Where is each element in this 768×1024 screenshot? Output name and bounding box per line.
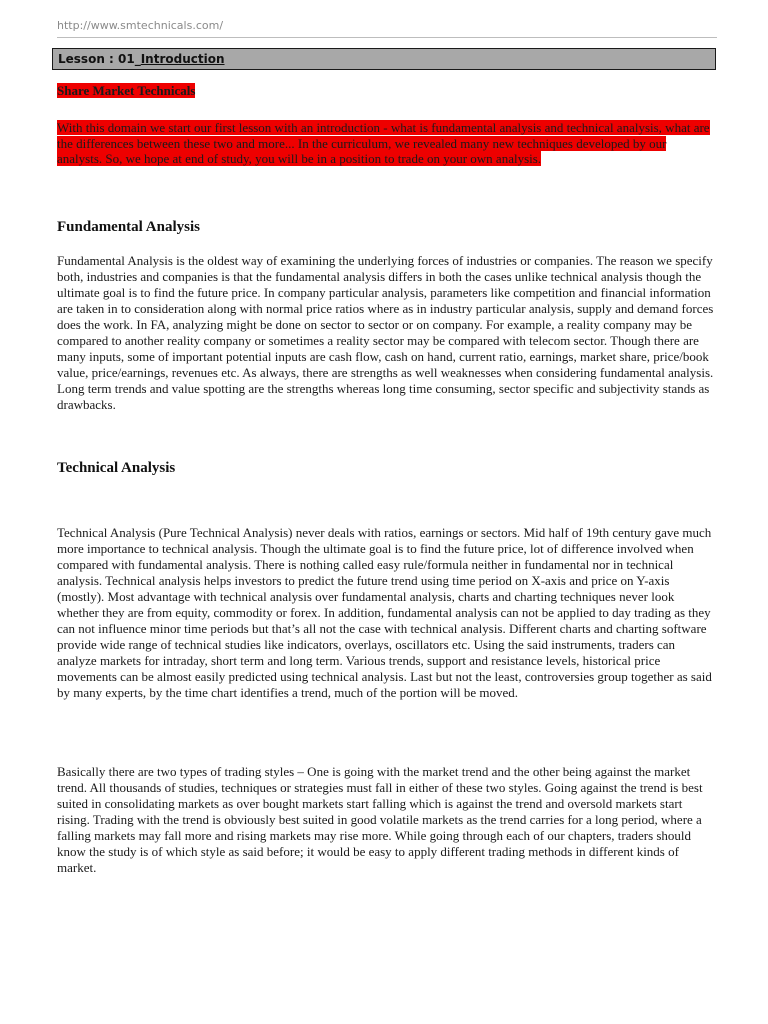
- intro-highlight: With this domain we start our first lesson with an introduction - what is fundamental analysis and technical analysis, what are the differences between these two and more... In the curriculum, we revealed many new techniques developed by our analysts. So, we hope at end of study, you will be in a position to trade on your own analysis.: [57, 120, 710, 166]
- fundamental-paragraph: Fundamental Analysis is the oldest way of examining the underlying forces of industries or companies. The reason we specify both, industries and companies is that the fundamental analysis differs in both the cases unlike technical analysis though the ultimate goal is to find the future price. In company particular analysis, parameters like competition and financial information are taken in to consideration along with normal price ratios where as in industry particular analysis, supply and demand forces does the work. In FA, analyzing might be done on sector to sector or on company. For example, a reality company may be compared to another reality company or sometimes a reality sector may be compared with telecom sector. Though there are many inputs, some of important potential inputs are cash flow, cash on hand, current ratio, earnings, market share, price/book value, price/earnings, revenues etc. As always, there are strengths as well weaknesses when considering fundamental analysis. Long term trends and value spotting are the strengths whereas long time consuming, sector specific and subjectivity stands as drawbacks.: [57, 253, 714, 412]
- page-url: http://www.smtechnicals.com/: [57, 19, 224, 32]
- lesson-title-bar: [52, 48, 716, 70]
- technical-paragraph-1: Technical Analysis (Pure Technical Analysis) never deals with ratios, earnings or sectors. Mid half of 19th century gave much more importance to technical analysis. Though the ultimate goal is to find the future price, lot of difference involved when compared with fundamental analysis. There is nothing called easy rule/formula neither in fundamental nor in technical analysis. Technical analysis helps investors to predict the future trend using time period on X-axis and price on Y-axis (mostly). Most advantage with technical analysis over fundamental analysis, charts and charting techniques never look whether they are from equity, commodity or forex. In addition, fundamental analysis can not be applied to day trading as they can not influence minor time periods but that’s all not the case with technical analysis. Different charts and charting software provide wide range of technical studies like indicators, overlays, oscillators etc. Using the said instruments, traders can analyze markets for intraday, short term and long term. Various trends, support and resistance levels, historical price movements can be almost easily predicted using technical analysis. Last but not the least, controversies group together as said by many experts, by the time chart identifies a trend, much of the portion will be moved.: [57, 525, 712, 700]
- page-subtitle: [57, 82, 195, 100]
- section-heading-technical: Technical Analysis: [57, 460, 176, 476]
- header-divider: [57, 37, 717, 38]
- section-heading-fundamental: Fundamental Analysis: [57, 219, 200, 235]
- intro-paragraph: [57, 120, 712, 167]
- lesson-number: Lesson : 01_: [58, 52, 141, 66]
- subtitle-highlight: Share Market Technicals: [57, 83, 196, 98]
- lesson-title: Introduction: [140, 52, 225, 66]
- technical-paragraph-2: Basically there are two types of trading styles – One is going with the market trend and the other being against the market trend. All thousands of studies, techniques or strategies must fall in either of these two styles. Going against the trend is best suited in consolidating markets as over bought markets start falling which is against the trend and oversold markets start rising. Trading with the trend is obviously best suited in good volatile markets as the trend carries for a long period, where a falling markets may fall more and rising markets may rise more. While going through each of our chapters, traders should know the study is of which style as said before; it would be easy to apply different trading methods in different kinds of market.: [57, 764, 703, 875]
